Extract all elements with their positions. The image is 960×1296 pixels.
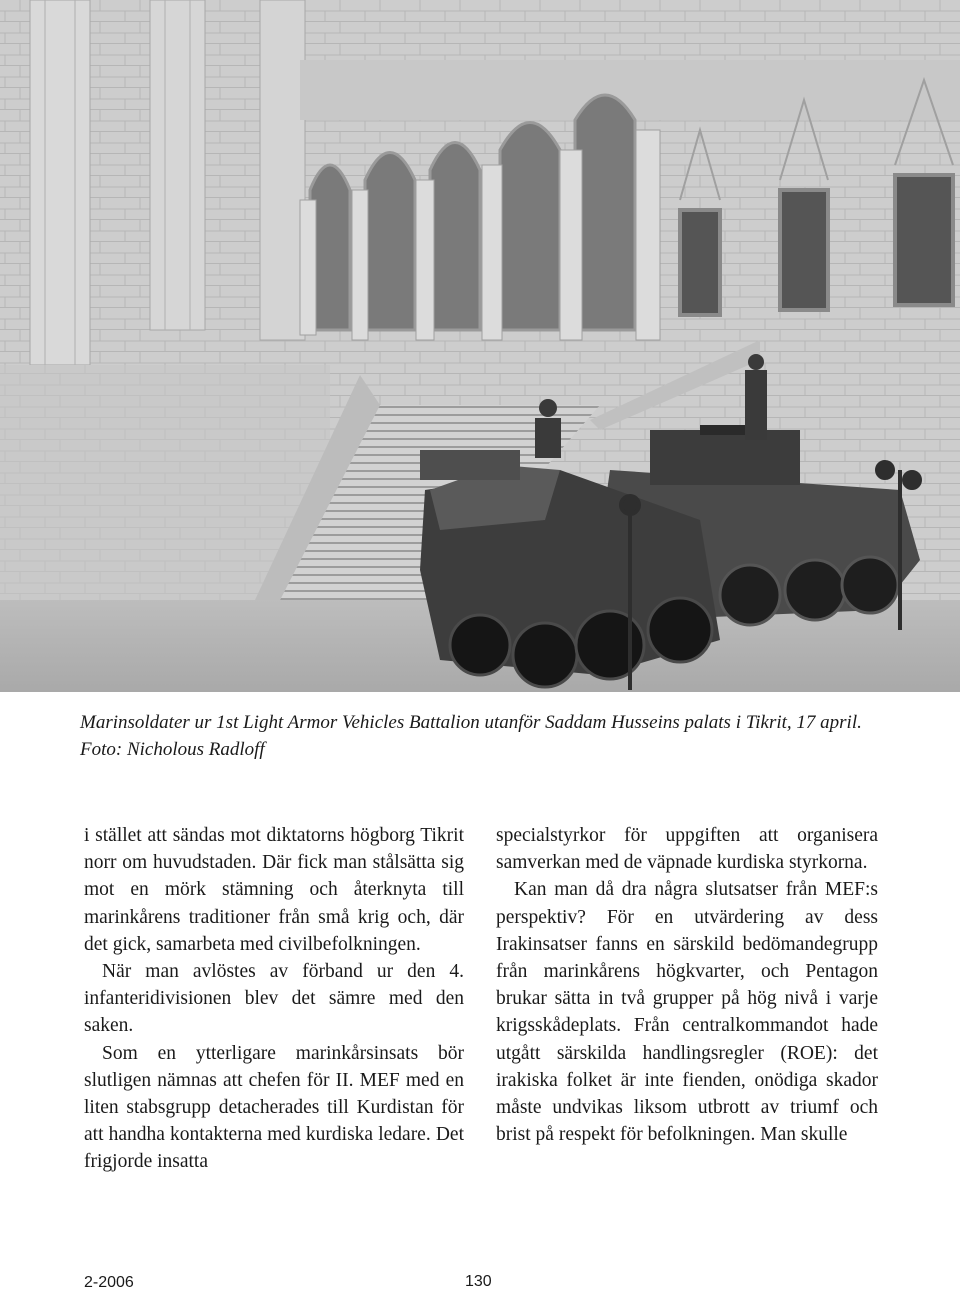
left-paragraph-2: När man avlöstes av förband ur den 4. infanteridivisionen blev det sämre med den saken. [84, 961, 464, 1037]
right-paragraph-2: Kan man då dra några slutsatser från MEF:s perspektiv? För en utvärdering av dess Irakinsatser fanns en särskild bedömandegrupp från marinkårens högkvarter, och Pentagon brukar sätta in två grupper på hög nivå i varje krigsskådeplats. Från centralkommandot hade utgått särskilda handlingsregler (ROE): det irakiska folket är inte fienden, onödiga skador måste undvikas liksom utbrott av triumf och brist på respekt för befolkningen. Man skulle [496, 879, 878, 1146]
left-text-column [84, 822, 464, 1176]
issue-label: 2-2006 [84, 1274, 134, 1291]
photo-caption: Marinsoldater ur 1st Light Armor Vehicles Battalion utanför Saddam Husseins palats i Tikrit, 17 april. Foto: Nicholous Radloff [80, 712, 862, 760]
page-number: 130 [465, 1273, 492, 1290]
right-paragraph-1: specialstyrkor för uppgiften att organisera samverkan med de väpnade kurdiska styrkorna. [496, 825, 878, 874]
left-paragraph-1: i stället att sändas mot diktatorns högborg Tikrit norr om huvudstaden. Där fick man stålsätta sig mot en mörk stämning och återknyta till marinkårens traditioner från små krig och, där det gick, samarbeta med civilbefolkningen. [84, 825, 464, 955]
left-paragraph-3: Som en ytterligare marinkårsinsats bör slutligen nämnas att chefen för II. MEF med en liten stabsgrupp detacherades till Kurdistan för att handha kontakterna med kurdiska ledare. Det frigjorde insatta [84, 1042, 464, 1173]
right-text-column [496, 822, 878, 1148]
